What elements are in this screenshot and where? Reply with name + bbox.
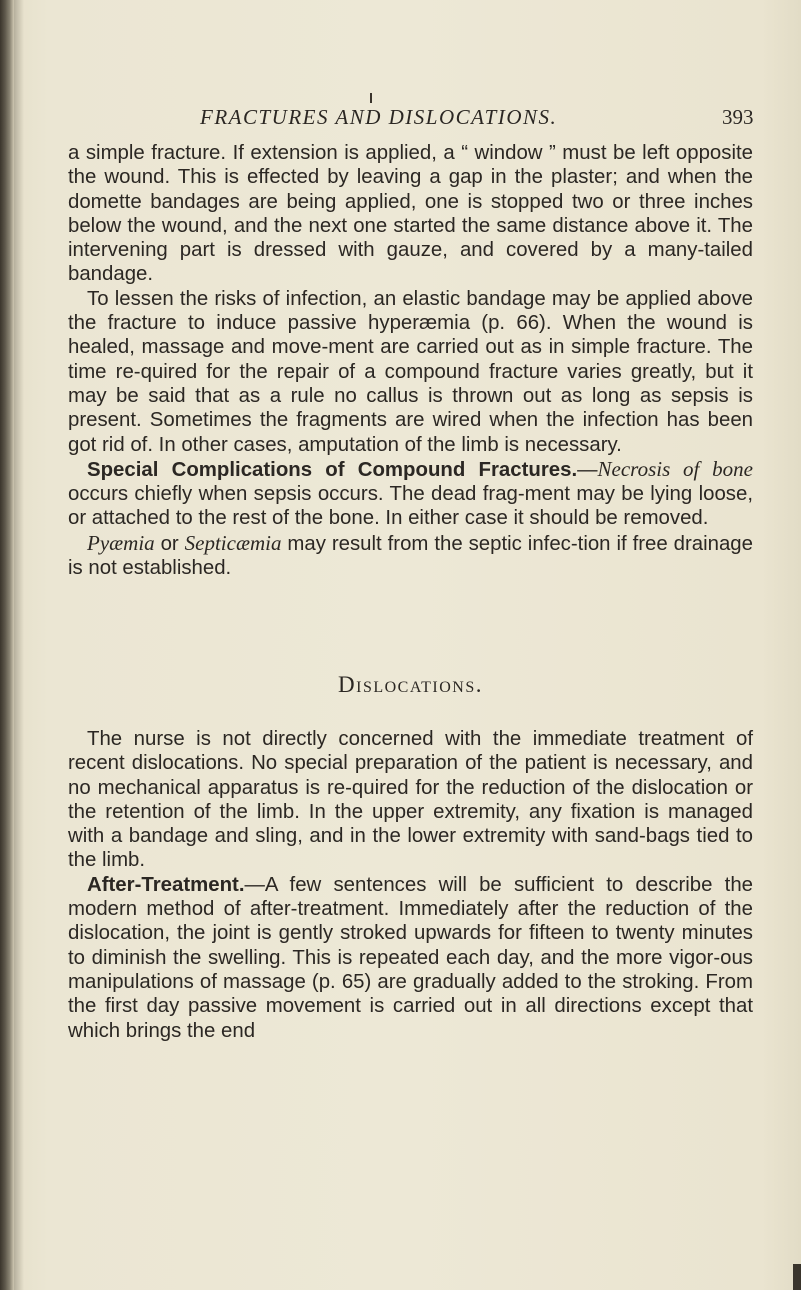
- body-text-dislocations: [68, 727, 753, 1043]
- term-septicaemia: Septicæmia: [184, 530, 282, 555]
- conjunction-or: or: [154, 532, 185, 555]
- corner-edge-mark: [793, 1264, 801, 1290]
- running-head: FRACTURES AND DISLOCATIONS.: [200, 105, 558, 129]
- book-spine-edge: [0, 0, 14, 1290]
- paragraph-after-treatment-text: —A few sentences will be sufficient to describe the modern method of after-treatment. Immediately after the reduction of the dislocation, the joint is gently stroked upwards for fifteen to twenty minutes to diminish the swelling. This is repeated each day, and the more vigor-ous manipulations of massage (p. 65) are gradually added to the stroking. From the first day passive movement is carried out in all directions except that which brings the end: [68, 873, 753, 1042]
- printer-mark: [370, 93, 372, 103]
- em-dash: —: [577, 458, 598, 481]
- term-pyaemia: Pyæmia: [87, 530, 155, 555]
- term-necrosis-of-bone: Necrosis of bone: [597, 456, 753, 481]
- paragraph-after-treatment: [68, 873, 753, 1043]
- body-text-fractures: [68, 141, 753, 580]
- paragraph-necrosis-text: occurs chiefly when sepsis occurs. The dead frag-ment may be lying loose, or attached to the rest of the bone. In either case it should be removed.: [68, 483, 753, 530]
- spine-shadow: [14, 0, 24, 1290]
- paragraph-pyaemia-text: may result from the septic infec-tion if free drainage is not established.: [68, 532, 753, 580]
- paragraph-special-complications: [68, 457, 753, 531]
- sidehead-special-complications: Special Complications of Compound Fractures.: [87, 458, 578, 481]
- paragraph-pyaemia: [68, 531, 753, 581]
- page-number: 393: [722, 105, 754, 129]
- section-heading-dislocations: Dislocations.: [338, 672, 483, 697]
- paragraph-continued: a simple fracture. If extension is applied, a “ window ” must be left opposite the wound. This is effected by leaving a gap in the plaster; and when the domette bandages are being applied, one is stopped two or three inches below the wound, and the next one started the same distance above it. The intervening part is dressed with gauze, and covered by a many-tailed bandage.: [68, 142, 753, 286]
- paragraph-nurse: The nurse is not directly concerned with the immediate treatment of recent dislocations. No special preparation of the patient is necessary, and no mechanical apparatus is re-quired for the reduction of the dislocation or the retention of the limb. In the upper extremity, any fixation is managed with a bandage and sling, and in the lower extremity with sand-bags tied to the limb.: [68, 728, 753, 872]
- paragraph-elastic-bandage: To lessen the risks of infection, an elastic bandage may be applied above the fracture to induce passive hyperæmia (p. 66). When the wound is healed, massage and move-ment are carried out as in simple fracture. The time re-quired for the repair of a compound fracture varies greatly, but it may be said that as a rule no callus is thrown out as long as sepsis is present. Sometimes the fragments are wired when the infection has been got rid of. In other cases, amputation of the limb is necessary.: [68, 287, 753, 456]
- sidehead-after-treatment: After-Treatment.: [87, 873, 245, 896]
